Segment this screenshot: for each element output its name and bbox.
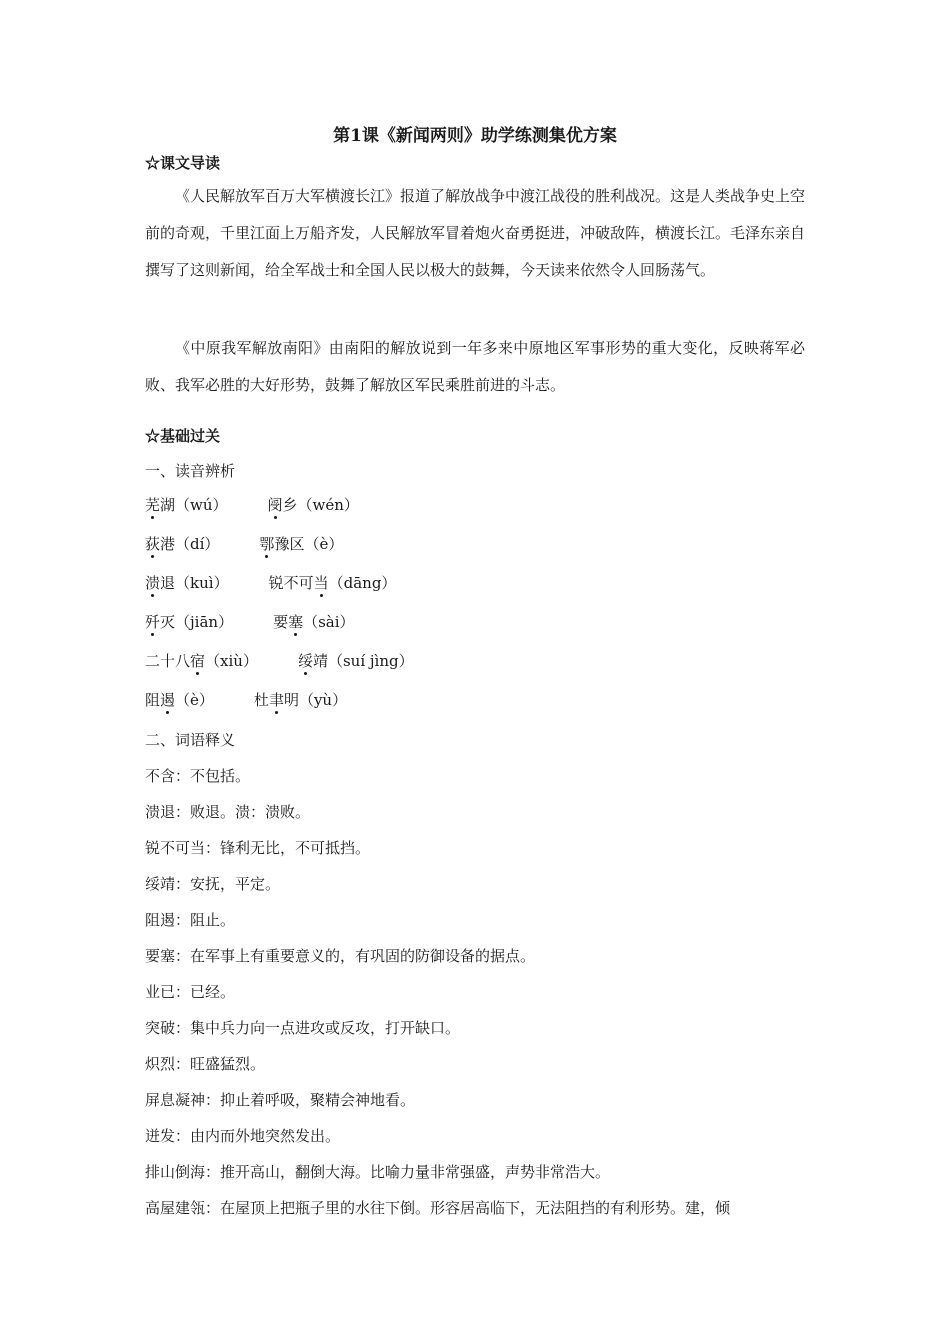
vocab-item: 要塞：在军事上有重要意义的，有巩固的防御设备的据点。 [145,947,536,965]
pronunciation-item: 阌乡（wén） [267,496,359,514]
pronunciation-item: 鄂豫区（è） [259,535,344,553]
pronunciation-heading: 一、读音辨析 [145,462,236,480]
vocab-item: 屏息凝神：抑止着呼吸，聚精会神地看。 [145,1091,416,1109]
vocab-item: 迸发：由内而外地突然发出。 [145,1127,341,1145]
pronunciation-item: 歼灭（jiān） [145,613,234,631]
pronunciation-item: 溃退（kuì） [145,574,229,592]
document-title: 第1课《新闻两则》助学练测集优方案 [333,126,617,146]
intro-heading: ☆课文导读 [145,154,221,172]
pronunciation-row [145,689,347,711]
pronunciation-item: 要塞（sài） [273,613,355,631]
vocab-item: 溃退：败退。溃：溃败。 [145,803,311,821]
vocab-item: 突破：集中兵力向一点进攻或反攻，打开缺口。 [145,1019,461,1037]
pronunciation-item: 荻港（dí） [145,535,220,553]
pronunciation-row [145,611,355,633]
pronunciation-item: 二十八宿（xiù） [145,652,258,670]
vocab-item: 业已：已经。 [145,983,236,1001]
vocab-item: 锐不可当：锋利无比，不可抵挡。 [145,839,371,857]
pronunciation-row [145,650,414,672]
pronunciation-item: 阻遏（è） [145,691,214,709]
pronunciation-item: 杜聿明（yù） [253,691,348,709]
vocab-heading: 二、词语释义 [145,731,236,749]
vocab-item: 不含：不包括。 [145,767,251,785]
pronunciation-row [145,533,343,555]
intro-paragraph-1: 《人民解放军百万大军横渡长江》报道了解放战争中渡江战役的胜利战况。这是人类战争史上空前的奇观，千里江面上万船齐发，人民解放军冒着炮火奋勇挺进，冲破敌阵，横渡长江。毛泽东亲自撰写了这则新闻，给全军战士和全国人民以极大的鼓舞，今天读来依然令人回肠荡气。 [145,187,806,279]
intro-paragraph-2: 《中原我军解放南阳》由南阳的解放说到一年多来中原地区军事形势的重大变化，反映蒋军必败、我军必胜的大好形势，鼓舞了解放区军民乘胜前进的斗志。 [145,339,805,394]
pronunciation-row [145,572,396,594]
vocab-item: 排山倒海：推开高山，翻倒大海。比喻力量非常强盛，声势非常浩大。 [145,1163,611,1181]
basics-heading: ☆基础过关 [145,427,221,445]
vocab-item: 炽烈：旺盛猛烈。 [145,1055,266,1073]
vocab-item: 绥靖：安抚，平定。 [145,875,281,893]
pronunciation-item: 锐不可当（dāng） [268,574,397,592]
pronunciation-item: 芜湖（wú） [145,496,228,514]
pronunciation-row [145,494,359,516]
vocab-item: 高屋建瓴：在屋顶上把瓶子里的水往下倒。形容居高临下，无法阻挡的有利形势。建，倾 [145,1199,731,1217]
vocab-item: 阻遏：阻止。 [145,911,236,929]
pronunciation-item: 绥靖（suí jìng） [297,652,414,670]
